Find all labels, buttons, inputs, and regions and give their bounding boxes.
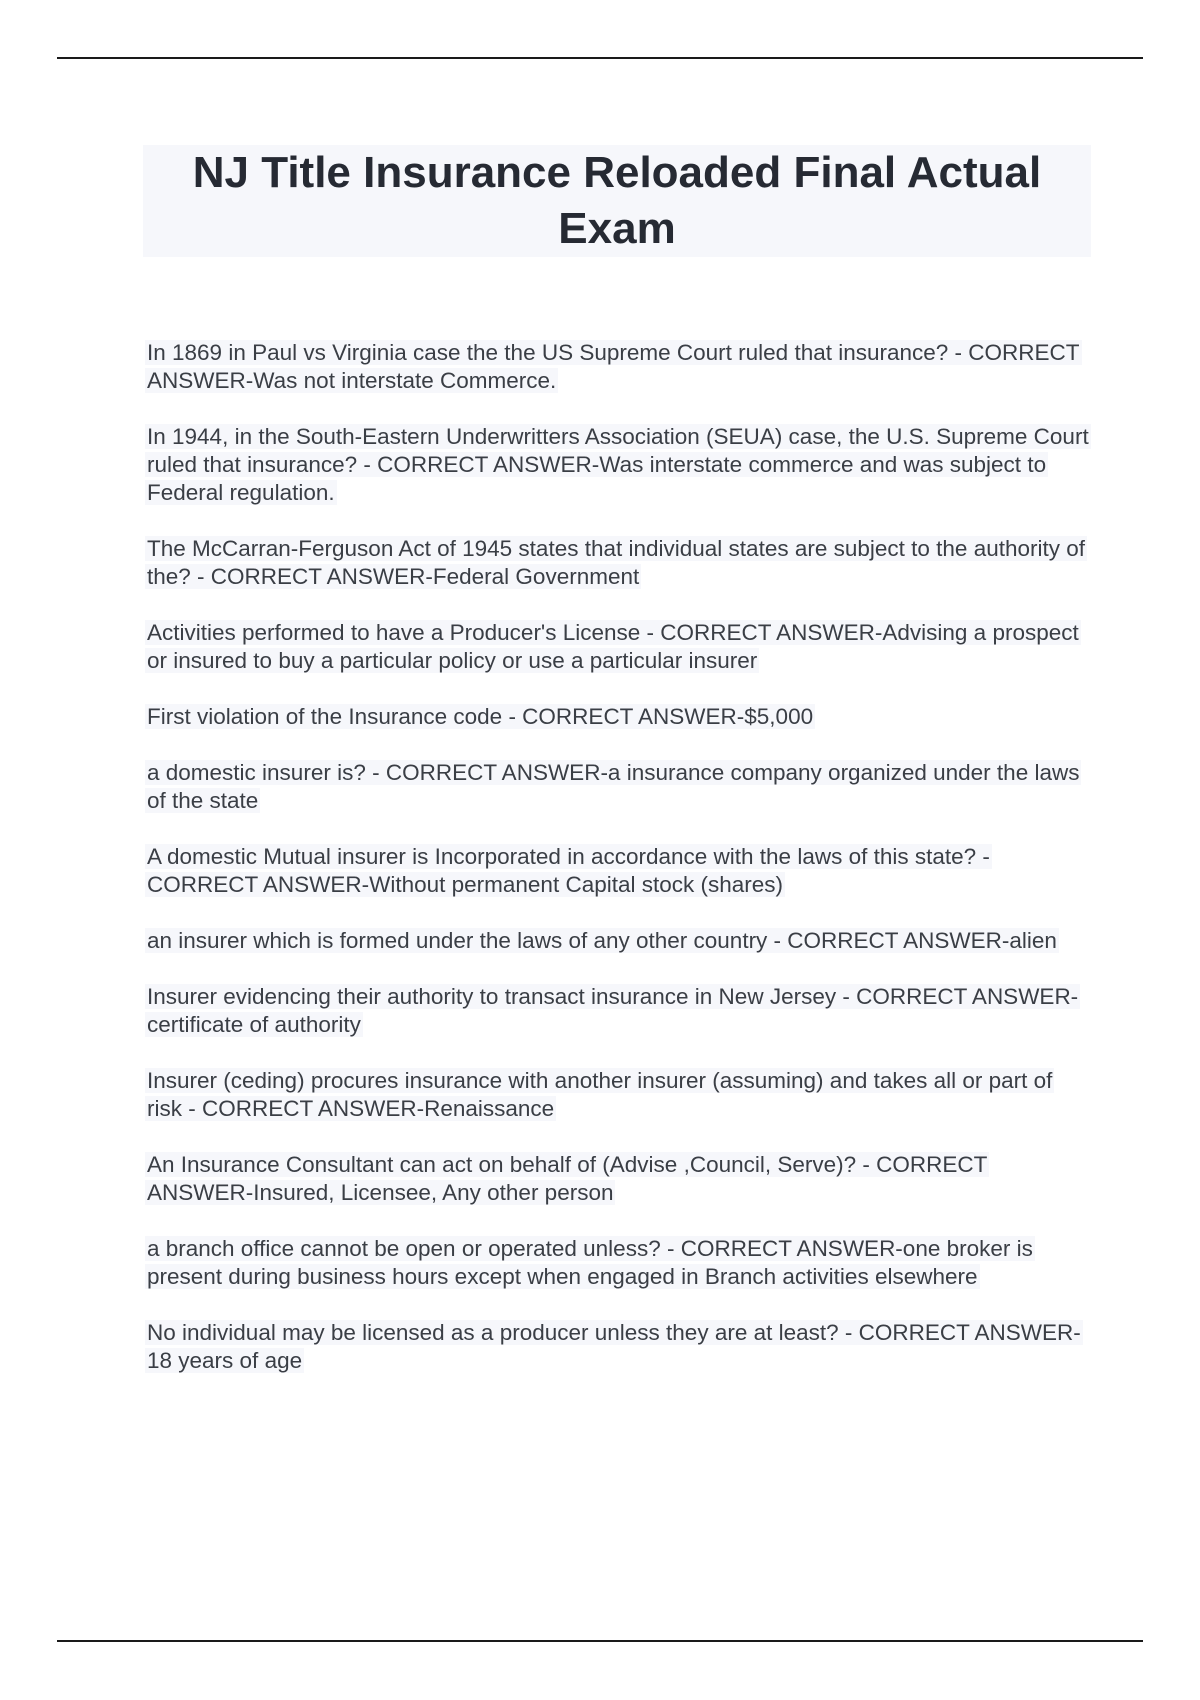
qa-item: An Insurance Consultant can act on behalf of (Advise ,Council, Serve)? - CORRECT ANSWER-Insured, Licensee, Any other person — [147, 1152, 988, 1205]
qa-item: A domestic Mutual insurer is Incorporated in accordance with the laws of this state? - CORRECT ANSWER-Without permanent Capital stock (shares) — [147, 844, 990, 897]
bottom-rule — [57, 1640, 1143, 1642]
qa-item: Insurer evidencing their authority to transact insurance in New Jersey - CORRECT ANSWER-certificate of authority — [147, 984, 1079, 1037]
qa-item: In 1944, in the South-Eastern Underwritters Association (SEUA) case, the U.S. Supreme Court ruled that insurance? - CORRECT ANSWER-Was interstate commerce and was subject to Federal regulation. — [147, 424, 1089, 505]
title-block — [143, 145, 1091, 257]
qa-item: Activities performed to have a Producer's License - CORRECT ANSWER-Advising a prospect or insured to buy a particular policy or use a particular insurer — [147, 620, 1079, 673]
qa-item: a domestic insurer is? - CORRECT ANSWER-a insurance company organized under the laws of the state — [147, 760, 1080, 813]
qa-item: an insurer which is formed under the laws of any other country - CORRECT ANSWER-alien — [147, 928, 1057, 953]
qa-item: First violation of the Insurance code - CORRECT ANSWER-$5,000 — [147, 704, 814, 729]
qa-item: Insurer (ceding) procures insurance with another insurer (assuming) and takes all or part of risk - CORRECT ANSWER-Renaissance — [147, 1068, 1053, 1121]
qa-list — [145, 339, 1090, 1403]
top-rule — [57, 57, 1143, 59]
qa-item: In 1869 in Paul vs Virginia case the the US Supreme Court ruled that insurance? - CORRECT ANSWER-Was not interstate Commerce. — [147, 340, 1080, 393]
document-title: NJ Title Insurance Reloaded Final Actual Exam — [192, 148, 1042, 253]
qa-item: The McCarran-Ferguson Act of 1945 states that individual states are subject to the authority of the? - CORRECT ANSWER-Federal Government — [147, 536, 1086, 589]
qa-item: a branch office cannot be open or operated unless? - CORRECT ANSWER-one broker is present during business hours except when engaged in Branch activities elsewhere — [147, 1236, 1033, 1289]
qa-item: No individual may be licensed as a producer unless they are at least? - CORRECT ANSWER-18 years of age — [147, 1320, 1081, 1373]
